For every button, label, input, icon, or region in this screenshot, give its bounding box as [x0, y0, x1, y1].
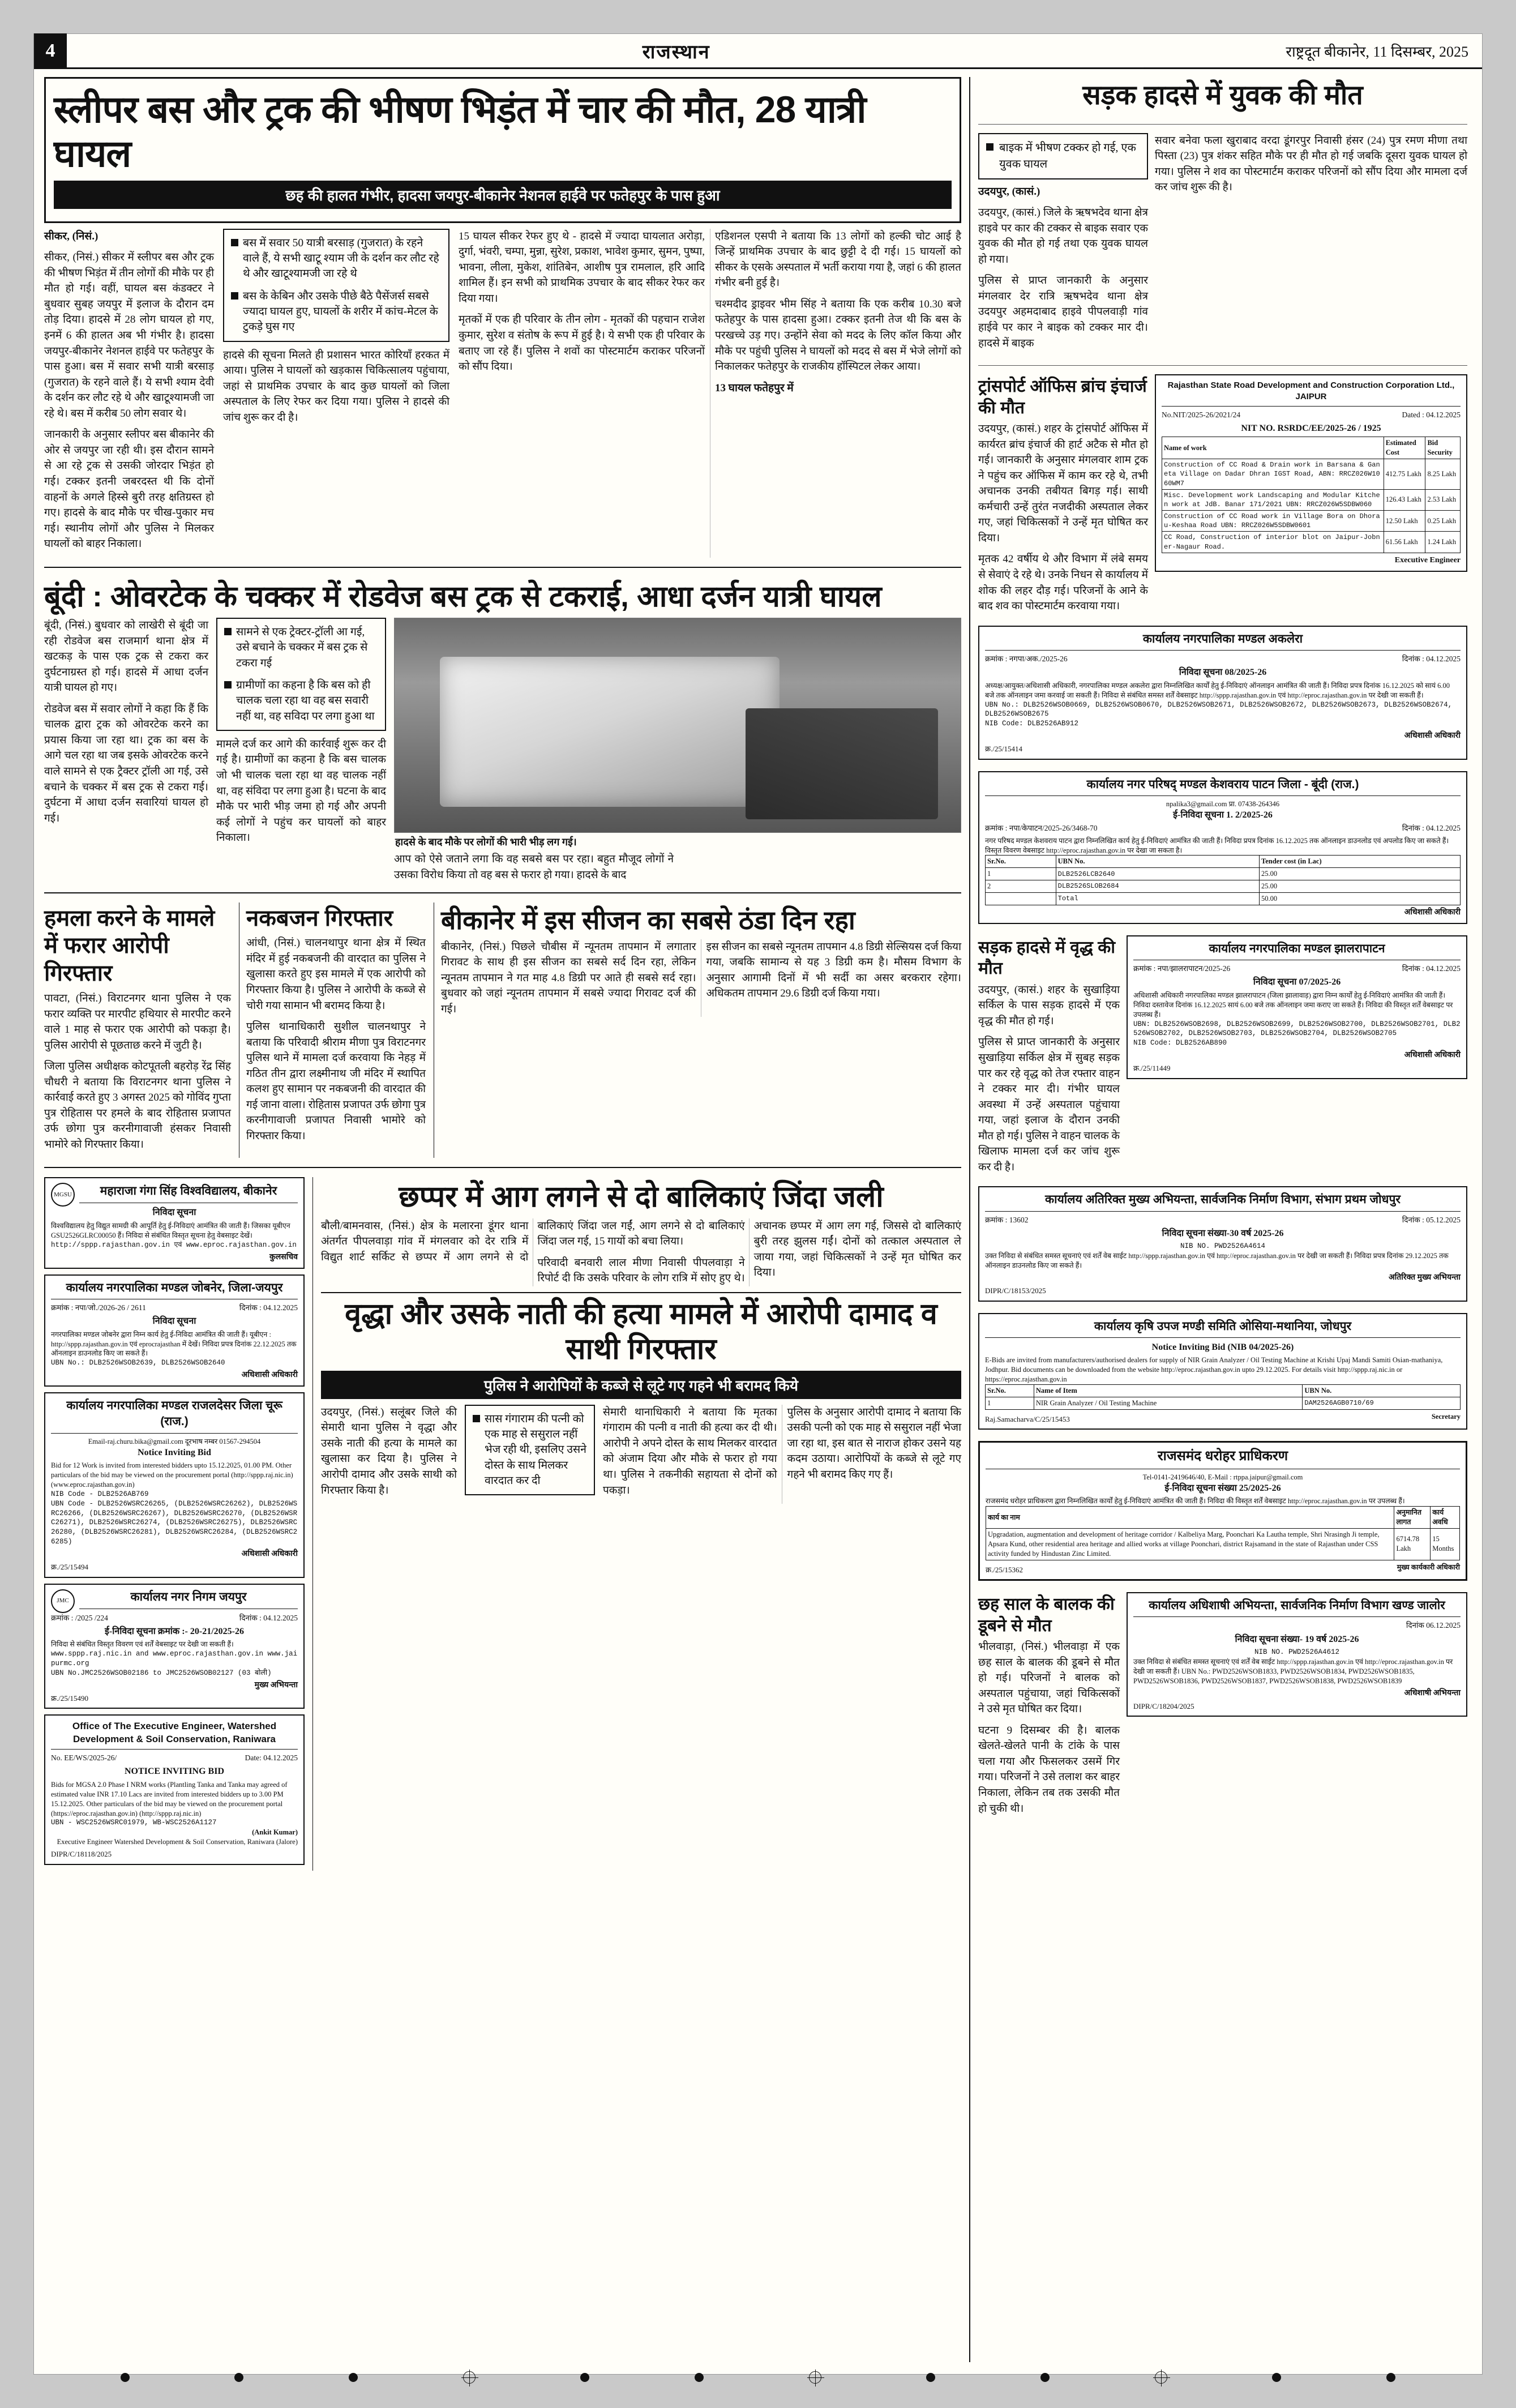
- bundi-para-4: आप को ऐसे जताने लगा कि वह सबसे बस पर रहा। बहुत मौजूद लोगों ने उसका विरोध किया तो वह बस से फरार हो गया। हादसे के बाद: [394, 853, 674, 882]
- ad-rajs-sign: मुख्य कार्यकारी अधिकारी: [1397, 1563, 1460, 1571]
- ad-rsrdc-th-1: Estimated Cost: [1384, 437, 1425, 459]
- ad-akhlera-ubn: UBN No.: DLB2526WSOB0669, DLB2526WSOB0670, DLB2526WSOB2671, DLB2526WSOB2672, DLB2526WSOB2673, DLB2526WSOB2674, DLB2526WSOB2675: [985, 700, 1453, 718]
- lead-bullet-2: बस के केबिन और उसके पीछे बैठे पैसेंजर्स सबसे ज्यादा घायल हुए, घायलों के शरीर में कांच-मेटल के टुकड़े घुस गए: [243, 290, 438, 333]
- right-lead-para-3: सवार बनेवा फला खुराबाद वरदा डूंगरपुर निवासी हंसर (24) पुत्र रमण मीणा तथा पिस्ता (23) पुत्र शंकर सहित मौके पर ही मौत हो गई जबकि दूसरा युवक घायल हो गया। पुलिस ने शव का पोस्टमार्टम कराकर परिजनों को सौंप दिया और मामला दर्ज कर जांच शुरू की है।: [1155, 134, 1467, 194]
- ad-pwdja-title: कार्यालय अधिशाषी अभियन्ता, सार्वजनिक निर्माण विभाग खण्ड जालोर: [1133, 1598, 1461, 1617]
- ad-rsrdc-meta-right: Dated : 04.12.2025: [1402, 410, 1461, 419]
- lead-byline: सीकर, (निसं.): [44, 230, 99, 242]
- ad-watershed-sign-name: (Ankit Kumar): [252, 1828, 298, 1837]
- vridha-bullet-1: सास गंगाराम की पत्नी को एक माह से ससुराल नहीं भेज रही थी, इसलिए उसने दोस्त के साथ मिलकर वारदात कर दी: [485, 1413, 586, 1487]
- ad-keshav-meta-left: क्रमांक : नपा/केपाटन/2025-26/3468-70: [985, 824, 1098, 833]
- vridha-para-2: सेमारी थानाधिकारी ने बताया कि मृतका गंगाराम की पत्नी व नाती की हत्या कर दी थी। आरोपी ने अपने दोस्त के साथ मिलकर वारदात को अंजाम दिया और मौके से फरार हो गया था। पुलिस ने तकनीकी सहायता से दोनों को पकड़ा।: [603, 1406, 777, 1496]
- ad-keshav-th-2: Tender cost (in Lac): [1260, 856, 1461, 868]
- chappar-para-1: बौली/बामनवास, (निसं.) क्षेत्र के मलारना डूंगर थाना अंतर्गत पीपलवाड़ा गांव में मंगलवार को देर रात्रि में विद्युत शार्ट सर्किट से छप्पर में आग लगने से दो बालिकाएं जिंदा जल गईं, आग लगने से दो बालिकाएं जिंदा जल गई, 15 गायों को बचा लिया।: [321, 1220, 745, 1263]
- ad-keshavraipatan: [978, 771, 1467, 924]
- right-lead-col-2: [1155, 133, 1467, 357]
- ad-akhlera-sign: अधिशासी अधिकारी: [1404, 732, 1461, 741]
- ad-rsrdc-table: [1162, 437, 1461, 553]
- ad-pwdja-nib: NIB NO. PWD2526A4612: [1254, 1648, 1340, 1657]
- ad-krishi-th-1: Name of Item: [1034, 1385, 1303, 1397]
- lead-para-6: एडिशनल एसपी ने बताया कि 13 लोगों को हल्की चोट आई है जिन्हें प्राथमिक उपचार के बाद छुट्टी दे दी गई। 15 घायलों को सीकर के एसके अस्पताल में भर्ती कराया गया है, जहां 6 की हालत गंभीर बनी हुई है।: [715, 230, 961, 289]
- ad-rajs-body: राजसमंद धरोहर प्राधिकरण द्वारा निम्नलिखित कार्यों हेतु ई-निविदाएं आमंत्रित की जाती हैं। निविदा की विस्तृत शर्तें वेबसाइट http://eproc.rajasthan.gov.in पर उपलब्ध हैं।: [986, 1497, 1405, 1505]
- ad-krishi-sub: Notice Inviting Bid (NIB 04/2025-26): [1151, 1342, 1294, 1352]
- ad-watershed: [44, 1714, 305, 1864]
- ad-rsrdc-th-0: Name of work: [1162, 437, 1384, 459]
- bullet-square-icon: [986, 143, 993, 151]
- ad-rsrdc-subtitle: NIT NO. RSRDC/EE/2025-26 / 1925: [1241, 423, 1381, 433]
- lead-para-4: 15 घायल सीकर रेफर हुए थे - हादसे में ज्यादा घायलात अरोड़ा, दुर्गा, भंवरी, चम्पा, मुन्ना, सुरेश, प्रकाश, भावेश कुमार, सुमन, पुष्पा, भावना, लीला, मुकेश, शांतिबेन, आशीष पुत्र रामलाल, हरि आदि शामिल हैं। इन सभी को प्राथमिक उपचार के बाद सीकर रेफर कर दिया गया।: [459, 230, 705, 305]
- right-lead-para-2: पुलिस से प्राप्त जानकारी के अनुसार मंगलवार देर रात्रि ऋषभदेव थाना क्षेत्र उदयपुर अहमदाबाद हाइवे पीपलवाड़ी गांव हाईवे पर कार ने बाइक को टक्कर मार दी। हादसे में बाइक: [978, 275, 1148, 349]
- registration-dot-icon: [234, 2373, 243, 2382]
- ad-akhlera-meta-right: दिनांक : 04.12.2025: [1402, 654, 1461, 663]
- ad-jobner-sub: निविदा सूचना: [152, 1316, 196, 1327]
- ad-jhal-body: अधिशासी अधिकारी नगरपालिका मण्डल झालरापाटन (जिला झालावाड़) द्वारा निम्न कार्यों हेतु ई-निविदाएं आमंत्रित की जाती हैं। निविदा दस्तावेज दिनांक 16.12.2025 सायं 6.00 बजे तक ऑनलाइन जमा कराए जा सकते हैं। निविदा की विस्तृत शर्तें वेबसाइट पर उपलब्ध हैं।: [1133, 991, 1453, 1019]
- table-row: [986, 1528, 1460, 1560]
- ad-watershed-sub: NOTICE INVITING BID: [124, 1767, 225, 1777]
- ad-akhlera-title: कार्यालय नगरपालिका मण्डल अकलेरा: [985, 631, 1461, 651]
- ad-keshav-title: कार्यालय नगर परिषद् मण्डल केशवराय पाटन जिला - बूंदी (राज.): [985, 777, 1461, 796]
- ad-krishi-r0c2: DAM2526AGB0710/69: [1303, 1397, 1461, 1409]
- ad-watershed-title: Office of The Executive Engineer, Watershed Development & Soil Conservation, Raniwara: [51, 1720, 298, 1750]
- bundi-col-1: [44, 618, 208, 883]
- ad-keshav-r2c1: Total: [1056, 893, 1259, 905]
- ad-pwdj-sign: अतिरिक्त मुख्य अभियन्ता: [1388, 1273, 1461, 1282]
- right-lead-byline: उदयपुर, (कासं.): [978, 185, 1040, 198]
- story-bikaner-cold: [434, 903, 961, 1158]
- ad-krishi-r0c0: 1: [986, 1397, 1034, 1409]
- ad-keshav-r1c2: 25.00: [1260, 880, 1461, 893]
- ad-akhlera-dipr: क्र./25/15414: [985, 745, 1022, 754]
- ad-rajaldesar-ubn: UBN Code - DLB2526WSRC26265, (DLB2526WSRC26262), DLB2526WSRC26266, (DLB2526WSRC26267), DLB2526WSRC26270, (DLB2526WSRC26271), DLB2526WSRC26274, (DLB2526WSRC26275), DLB2526WSRC26280, (DLB2526WSRC26281), DLB2526WSRC26284, (DLB2526WSRC26285): [51, 1499, 298, 1546]
- vridha-bullets-col: [465, 1405, 595, 1504]
- ad-mgsu-sub: निविदा सूचना: [152, 1208, 196, 1218]
- right-lead-bullet: बाइक में भीषण टक्कर हो गई, एक युवक घायल: [999, 141, 1136, 170]
- ad-rsrdc-sign: Executive Engineer: [1394, 555, 1461, 564]
- ad-jhal-sub: निविदा सूचना 07/2025-26: [1253, 977, 1341, 987]
- ad-rajs-th-2: कार्य अवधि: [1431, 1507, 1460, 1529]
- ad-watershed-dipr: DIPR/C/18118/2025: [51, 1850, 112, 1859]
- vridha-subhead: पुलिस ने आरोपियों के कब्जे से लूटे गए गहने भी बरामद किये: [321, 1371, 961, 1399]
- ad-nigam-sub: ई-निविदा सूचना क्रमांक :- 20-21/2025-26: [105, 1626, 244, 1636]
- ad-rsrdc-meta-left: No.NIT/2025-26/2021/24: [1162, 410, 1241, 419]
- ad-keshav-sign: अधिशासी अधिकारी: [1404, 908, 1461, 917]
- registration-dot-icon: [695, 2373, 704, 2382]
- ad-jhalrapatan: [1127, 935, 1467, 1079]
- vridha-col-3: [603, 1405, 961, 1504]
- lead-subhead: छह की हालत गंभीर, हादसा जयपुर-बीकानेर नेशनल हाईवे पर फतेहपुर के पास हुआ: [54, 181, 952, 209]
- bullet-square-icon: [231, 292, 238, 300]
- right-column: [969, 77, 1467, 2362]
- ad-rajaldesar-nib: NIB Code - DLB2526AB769: [51, 1490, 149, 1498]
- ad-pwdj-dipr: DIPR/C/18153/2025: [985, 1286, 1046, 1295]
- vriddh-headline: सड़क हादसे में वृद्ध की मौत: [978, 938, 1116, 978]
- ad-watershed-ubn: UBN - WSC2526WSRC01979, WB-WSC2526A1127: [51, 1819, 217, 1827]
- ad-rajs-sub: ई-निविदा सूचना संख्या 25/2025-26: [1164, 1483, 1281, 1493]
- ad-rajaldesar: [44, 1392, 305, 1577]
- bullet-square-icon: [473, 1415, 480, 1422]
- right-lead-para-1: उदयपुर, (कासं.) जिले के ऋषभदेव थाना क्षेत्र हाइवे पर कार की टक्कर से बाइक सवार एक युवक की मौत हो गई तथा एक युवक घायल हो गया।: [978, 207, 1148, 266]
- registration-cross-icon: [463, 2371, 476, 2384]
- ad-krishi-dipr: Raj.Samacharva/C/25/15453: [985, 1414, 1070, 1423]
- ad-keshav-th-0: Sr.No.: [986, 856, 1056, 868]
- table-row: [986, 868, 1461, 880]
- ad-krishi-th-0: Sr.No.: [986, 1385, 1034, 1397]
- registration-dot-icon: [1386, 2373, 1395, 2382]
- transport-para-1: उदयपुर, (कासं.) शहर के ट्रांसपोर्ट ऑफिस में कार्यरत ब्रांच इंचार्ज की हार्ट अटैक से मौत हो गई। जानकारी के अनुसार मंगलवार शाम ट्रक ने पहुंच कर ऑफिस में काम कर रहे थे, तभी अचानक उनकी तबीयत बिगड़ गई। साथी कर्मचारी उन्हें तुरंत नजदीकी अस्पताल लेकर गए, जहां चिकित्सकों ने उन्हें मृत घोषित कर दिया।: [978, 423, 1148, 544]
- ad-rsrdc-r3c2: 1.24 Lakh: [1425, 532, 1461, 553]
- ad-pwd-jalore: [1127, 1592, 1467, 1717]
- ad-krishi-r0c1: NIR Grain Analyzer / Oil Testing Machine: [1034, 1397, 1303, 1409]
- lead-para-7: चश्मदीद ड्राइवर भीम सिंह ने बताया कि एक करीब 10.30 बजे फतेहपुर के पास हादसा हुआ। टक्कर इतनी तेज थी कि बस के परखच्चे उड़ गए। उन्होंने सेवा को मदद के लिए कॉल किया और मौके पर पहुंची पुलिस ने घायलों को मदद से बस में भेजे लोगों को निकालकर फतेहपुर के राजकीय हॉस्पिटल लेकर आया।: [715, 298, 961, 373]
- ad-pwdja-dipr: DIPR/C/18204/2025: [1133, 1701, 1194, 1710]
- vriddh-para-2: पुलिस से प्राप्त जानकारी के अनुसार सुखाड़िया सर्किल क्षेत्र में सुबह सड़क पार कर रहे वृद्ध को तेज रफ्तार वाहन ने टक्कर मार दी। गंभीर घायल अवस्था में उन्हें अस्पताल पहुंचाया गया, जहां इलाज के दौरान उनकी मौत हो गई। पुलिस ने वाहन चालक के खिलाफ मामला दर्ज कर जांच शुरू कर दी है।: [978, 1036, 1120, 1173]
- bundi-para-3: मामले दर्ज कर आगे की कार्रवाई शुरू कर दी गई है। ग्रामीणों का कहना है कि बस चालक जो भी चालक चला रहा था वह चालक नहीं था, वह संविदा पर लगा हुआ है। घटना के बाद मौके पर भारी भीड़ जमा हो गई और अपनी कई लोगों ने पहुंच कर घायलों को बाहर निकाला।: [216, 738, 386, 844]
- ad-mgsu-title: महाराजा गंगा सिंह विश्वविद्यालय, बीकानेर: [79, 1183, 298, 1203]
- ad-rsrdc-th-2: Bid Security: [1425, 437, 1461, 459]
- chah-saal-para-2: घटना 9 दिसम्बर की है। बालक खेलते-खेलते पानी के टांके के पास चला गया और फिसलकर उसमें गिर गया। परिजनों ने उसे तलाश कर बाहर निकाला, लेकिन तब तक उसकी मौत हो चुकी थी।: [978, 1724, 1120, 1815]
- ad-rajs-dipr: क्र./25/15362: [986, 1565, 1023, 1574]
- ad-keshav-r0c1: DLB2526LCB2640: [1056, 868, 1259, 880]
- ad-watershed-body: Bids for MGSA 2.0 Phase I NRM works (Plantling Tanka and Tanka may agreed of estimated value INR 17.10 Lacs are invited from interested bidders up to 3.00 PM 15.12.2025. Other particulars of the bid may be viewed on the procurement portal (https://eproc.rajasthan.gov.in) (http://sppp.raj.nic.in): [51, 1780, 288, 1817]
- chah-saal-para-1: भीलवाड़ा, (निसं.) भीलवाड़ा में एक छह साल के बालक की डूबने से मौत हो गई। परिजनों ने बालक को अस्पताल पहुंचाया, जहां चिकित्सकों ने उसे मृत घोषित कर दिया।: [978, 1641, 1120, 1716]
- bundi-story: [44, 577, 961, 883]
- ad-rajs-table: [986, 1506, 1460, 1560]
- ad-akhlera-nib: NIB Code: DLB2526AB912: [985, 720, 1079, 728]
- ad-jobner-meta-right: दिनांक : 04.12.2025: [239, 1303, 298, 1312]
- cold-para-2: इस सीजन का सबसे न्यूनतम तापमान 4.8 डिग्री सेल्सियस दर्ज किया गया, जबकि सामान्य से यह 3 डिग्री कम है। मौसम विभाग के अनुसार आगामी दिनों में भी सर्दी का असर बरकरार रहेगा। अधिकतम तापमान 29.6 डिग्री दर्ज किया गया।: [706, 940, 961, 1000]
- chappar-headline: छप्पर में आग लगने से दो बालिकाएं जिंदा जली: [399, 1181, 884, 1214]
- bullet-square-icon: [224, 681, 232, 688]
- ad-krishi-mandi: [978, 1313, 1467, 1430]
- ad-jobner-body: नगरपालिका मण्डल जोबनेर द्वारा निम्न कार्य हेतु ई-निविदा आमंत्रित की जाती हैं। यूबीएन : http://sppp.rajasthan.gov.in एवं eprocrajasthan में देखें। निविदा प्रपत्र दिनांक 22.12.2025 तक ऑनलाइन डाउनलोड किए जा सकते हैं।: [51, 1330, 297, 1358]
- ad-mgsu-body: विश्वविद्यालय हेतु विद्युत सामग्री की आपूर्ति हेतु ई-निविदाएं आमंत्रित की जाती हैं। जिसका यूबीएन GSU2526GLRC00050 हैं। निविदा से संबंधित विस्तृत सूचना हेतु वेबसाइट देखें।: [51, 1222, 290, 1239]
- registration-dot-icon: [349, 2373, 358, 2382]
- chah-saal-headline: छह साल के बालक की डूबने से मौत: [978, 1595, 1115, 1635]
- edition-line: राष्ट्रदूत बीकानेर, 11 दिसम्बर, 2025: [1286, 43, 1468, 60]
- ad-rsrdc-r3c0: CC Road, Construction of interior blot on Jaipur-Jobner-Nagaur Road.: [1162, 532, 1384, 553]
- ad-pwdja-sub: निविदा सूचना संख्या- 19 वर्ष 2025-26: [1235, 1634, 1359, 1644]
- nakabjan-para-1: आंधी, (निसं.) चालनथापुर थाना क्षेत्र में स्थित मंदिर में हुई नकबजनी की वारदात का पुलिस ने खुलासा करते हुए इस मामले में एक आरोपी को गिरफ्तार किया है। पुलिस ने आरोपी के कब्जे से चोरी गया सामान भी बरामद किया है।: [246, 937, 426, 1012]
- right-lead-body: [978, 133, 1467, 357]
- ad-akhlera: [978, 626, 1467, 760]
- ad-watershed-meta-left: No. EE/WS/2025-26/: [51, 1753, 117, 1763]
- lead-bullet-1: बस में सवार 50 यात्री बरसाड़ (गुजरात) के रहने वाले हैं, ये सभी खाटू श्याम जी के दर्शन कर लौट रहे थे और खाटूश्यामजी जा रहे थे: [243, 237, 439, 280]
- ad-rajs-th-0: कार्य का नाम: [986, 1507, 1394, 1529]
- ad-akhlera-body: अध्यक्ष/आयुक्त/अधिशासी अधिकारी, नगरपालिका मण्डल अकलेरा द्वारा निम्नलिखित कार्यों हेतु ई-निविदाएं ऑनलाइन आमंत्रित की जाती हैं। निविदा प्रपत्र दिनांक 16.12.2025 को सायं 6.00 बजे तक ऑनलाइन जमा करवाई जा सकती हैं। निविदा से संबंधित समस्त शर्तें वेबसाइट http://sppp.rajasthan.gov.in एवं http://eproc.rajasthan.gov.in पर देखी जा सकती हैं।: [985, 681, 1450, 699]
- ad-pwdj-meta-right: दिनांक : 05.12.2025: [1402, 1215, 1461, 1224]
- lead-bullets-col: [223, 229, 449, 558]
- ad-rsrdc-r2c1: 12.50 Lakh: [1384, 511, 1425, 532]
- ad-akhlera-sub: निविदा सूचना 08/2025-26: [1179, 668, 1267, 678]
- bundi-para-1: बूंदी, (निसं.) बुधवार को लाखेरी से बूंदी जा रही रोडवेज बस राजमार्ग थाना क्षेत्र में खटकड़ के पास एक ट्रक से टकरा कर दुर्घटनाग्रस्त हो गई। हादसे में आधा दर्जन यात्री घायल हो गए।: [44, 619, 208, 694]
- lead-para-1: सीकर, (निसं.) सीकर में स्लीपर बस और ट्रक की भीषण भिड़ंत में तीन लोगों की मौके पर ही मौत हो गई। वहीं, घायल बस कंडक्टर ने बुधवार सुबह जयपुर में इलाज के दौरान दम तोड़ दिया। हादसे में 28 लोग घायल हो गए, इनमें 6 की हालत अब भी गंभीर है। हादसा जयपुर-बीकानेर नेशनल हाईवे पर फतेहपुर के पास हुआ। बस में सवार सभी यात्री बरसाड़ (गुजरात) के रहने वाले हैं। ये सभी श्याम देवी के दर्शन कर लौट रहे थे और खाटूश्यामजी जा रहे थे। बस में करीब 50 लोग सवार थे।: [44, 251, 214, 420]
- hamla-para-1: पावटा, (निसं.) विराटनगर थाना पुलिस ने एक फरार व्यक्ति पर मारपीट हथियार से मारपीट करने वाले 1 माह से फरार एक आरोपी को पकड़ा है। पुलिस आरोपी से पूछताछ करने में जुटी है।: [44, 992, 231, 1051]
- right-lead-bullet-box: [978, 133, 1148, 179]
- nakabjan-headline: नकबजन गिरफ्तार: [246, 905, 393, 931]
- ad-keshav-table: [985, 855, 1461, 905]
- ads-and-chappar-row: [44, 1177, 961, 1870]
- vridha-col-1: [321, 1405, 457, 1504]
- ad-rajaldesar-dipr: क्र./25/15494: [51, 1563, 88, 1571]
- lead-headline: स्लीपर बस और ट्रक की भीषण भिड़ंत में चार की मौत, 28 यात्री घायल: [54, 88, 866, 174]
- ad-pwd-jodhpur: [978, 1186, 1467, 1301]
- story-vriddh: [978, 935, 1120, 1181]
- table-row: [1162, 532, 1461, 553]
- ad-krishi-title: कार्यालय कृषि उपज मण्डी समिति ओसिया-मथानिया, जोधपुर: [985, 1319, 1461, 1338]
- vriddh-para-1: उदयपुर, (कासं.) शहर के सुखाड़िया सर्किल के पास सड़क हादसे में एक वृद्ध की मौत हो गई।: [978, 983, 1120, 1027]
- ad-krishi-th-2: UBN No.: [1303, 1385, 1461, 1397]
- ad-jobner: [44, 1274, 305, 1387]
- ad-keshav-r2c0: [986, 893, 1056, 905]
- cold-para-1: बीकानेर, (निसं.) पिछले चौबीस में न्यूनतम तापमान में लगातार गिरावट के साथ ही इस सीजन का सबसे सर्द दिन रहा, लेकिन न्यूनतम तापमान ने गत माह 4.8 डिग्री पर आते ही सबसे सर्द रहा। बुधवार को जहां न्यूनतम तापमान में सबसे ज्यादा गिरावट दर्ज की गई।: [441, 940, 696, 1015]
- ad-jobner-sign: अधिशासी अधिकारी: [241, 1371, 298, 1380]
- bundi-photo-col: [394, 618, 961, 883]
- bullet-square-icon: [231, 239, 238, 246]
- ad-jhal-nib: NIB Code: DLB2526AB890: [1133, 1039, 1227, 1047]
- ad-rsrdc-r0c0: Construction of CC Road & Drain work in Barsana & Ganeta Village on Dadar Dhran IGST Road, ABN: RRCZ026W1060WM7: [1162, 459, 1384, 490]
- ad-keshav-r2c2: 50.00: [1260, 893, 1461, 905]
- hamla-headline: हमला करने के मामले में फरार आरोपी गिरफ्तार: [44, 905, 215, 986]
- university-seal-icon: MGSU: [51, 1183, 75, 1207]
- bundi-para-2: रोडवेज बस में सवार लोगों ने कहा कि हैं कि चालक द्वारा ट्रक को ओवरटेक करने का प्रयास किया जा रहा था। ट्रक का बस के आगे चल रहा था जब इसके ओवरटेक करने वाले सामने से एक ट्रैक्टर ट्रॉली आ गई, उसे बचाने के चक्कर में बस ट्रक से टकरा गई। दुर्घटना में आधा दर्जन सवारियां घायल हो गई।: [44, 703, 208, 824]
- ad-akhlera-meta-left: क्रमांक : नगपा/अक./2025-26: [985, 654, 1068, 663]
- right-transport-story: [978, 374, 1467, 620]
- page-number: 4: [34, 33, 67, 69]
- print-registration-marks: [34, 2368, 1482, 2387]
- ad-nigam-dipr: क्र./25/15490: [51, 1693, 88, 1703]
- ad-rsrdc: [1155, 374, 1467, 572]
- ad-rajsamand: [978, 1441, 1467, 1581]
- ad-rsrdc-r1c2: 2.53 Lakh: [1425, 489, 1461, 510]
- bundi-bullet-2: ग्रामीणों का कहना है कि बस को ही चालक चला रहा था वह बस सवारी नहीं था, वह सविदा पर लगा हुआ था: [236, 679, 375, 722]
- registration-dot-icon: [580, 2373, 589, 2382]
- ad-jobner-title: कार्यालय नगरपालिका मण्डल जोबनेर, जिला-जयपुर: [51, 1280, 298, 1299]
- table-row: [1162, 511, 1461, 532]
- registration-cross-icon: [1155, 2371, 1167, 2384]
- ad-nigam-meta-right: दिनांक : 04.12.2025: [239, 1613, 298, 1622]
- right-lead-headline: सड़क हादसे में युवक की मौत: [1082, 80, 1363, 110]
- ad-pwdj-sub: निविदा सूचना संख्या-30 वर्ष 2025-26: [1162, 1228, 1284, 1238]
- story-nakabjan: [239, 903, 426, 1158]
- bus-accident-photo: [394, 618, 961, 833]
- ad-rsrdc-r1c1: 126.43 Lakh: [1384, 489, 1425, 510]
- bundi-bullets-col: [216, 618, 386, 883]
- ad-rajs-th-1: अनुमानित लागत: [1394, 1507, 1431, 1529]
- ad-rajaldesar-body: Bid for 12 Work is invited from interested bidders upto 15.12.2025, 01.00 PM. Other particulars of the bid may be viewed on the procurement portal (http://sppp.raj.nic.in) (www.eproc.rajasthan.gov.in): [51, 1461, 293, 1489]
- ad-keshav-r1c1: DLB2526SLOB2684: [1056, 880, 1259, 893]
- lead-col-3: [459, 229, 961, 558]
- ad-keshav-sub: ई-निविदा सूचना 1. 2/2025-26: [1173, 810, 1273, 820]
- table-row: [1162, 489, 1461, 510]
- vridha-headline: वृद्धा और उसके नाती की हत्या मामले में आरोपी दामाद व साथी गिरफ्तार: [345, 1298, 937, 1366]
- table-row: [986, 880, 1461, 893]
- vridha-para-3: पुलिस के अनुसार आरोपी दामाद ने बताया कि उसकी पत्नी को एक माह से ससुराल नहीं भेजा जा रहा था, इस बात से नाराज होकर उसने यह कदम उठाया। आरोपियों के कब्जे से लूटे गए गहने भी बरामद किए गए हैं।: [787, 1406, 961, 1481]
- lead-para-5: मृतकों में एक ही परिवार के तीन लोग - मृतकों की पहचान राजेश कुमार, सुरेश व संतोष के रूप में हुई है। ये सभी एक ही परिवार के बताए जा रहे हैं। पुलिस ने शवों का पोस्टमार्टम कराकर परिजनों को सौंप दिया।: [459, 314, 705, 373]
- ad-keshav-meta-right: दिनांक : 04.12.2025: [1402, 824, 1461, 833]
- masthead: [34, 34, 1482, 69]
- ad-nigam-ubn: UBN No.JMC2526WSOB02186 to JMC2526WSOB02127 (03 बोली): [51, 1669, 272, 1677]
- ad-rsrdc-r1c0: Misc. Development work Landscaping and Modular Kitchen work at JdB. Banar 171/2021 UBN: RRCZ026W5SDBW060: [1162, 489, 1384, 510]
- ad-keshav-th-1: UBN No.: [1056, 856, 1259, 868]
- cold-headline: बीकानेर में इस सीजन का सबसे ठंडा दिन रहा: [441, 905, 855, 935]
- ad-rajaldesar-sub: Notice Inviting Bid: [138, 1447, 211, 1457]
- ad-jhal-meta-left: क्रमांक : नपा/झालरापाटन/2025-26: [1133, 964, 1231, 973]
- lead-caption: 13 घायल फतेहपुर में: [715, 382, 794, 394]
- left-ad-stack: [44, 1177, 305, 1870]
- vriddh-and-ad-row: [978, 935, 1467, 1181]
- bundi-headline: बूंदी : ओवरटेक के चक्कर में रोडवेज बस ट्रक से टकराई, आधा दर्जन यात्री घायल: [44, 580, 882, 613]
- ad-rsrdc-r0c2: 8.25 Lakh: [1425, 459, 1461, 490]
- newspaper-page: [34, 34, 1482, 2374]
- ad-rsrdc-r0c1: 412.75 Lakh: [1384, 459, 1425, 490]
- ad-keshav-r0c0: 1: [986, 868, 1056, 880]
- ad-pwdja-body: उक्त निविदा से संबंधित समस्त सूचनाएं एवं शर्तें वेब साईट http://sppp.rajasthan.gov.in एवं http://eproc.rajasthan.gov.in पर देखी जा सकती हैं। UBN No.: PWD2526WSOB1833, PWD2526WSOB1834, PWD2526WSOB1835, PWD2526WSOB1836, PWD2526WSOB1837, PWD2526WSOB1838, PWD2526WSOB1839: [1133, 1658, 1453, 1685]
- transport-headline: ट्रांसपोर्ट ऑफिस ब्रांच इंचार्ज की मौत: [978, 377, 1147, 417]
- ad-rajaldesar-sign: अधिशासी अधिकारी: [241, 1550, 298, 1559]
- registration-cross-icon: [809, 2371, 821, 2384]
- three-story-row: [44, 903, 961, 1158]
- ad-mgsu: [44, 1177, 305, 1268]
- ad-rsrdc-r3c1: 61.56 Lakh: [1384, 532, 1425, 553]
- ad-nigam-sign: मुख्य अभियन्ता: [254, 1680, 298, 1690]
- ad-jobner-meta-left: क्रमांक : नपा/जो./2026-26 / 2611: [51, 1303, 146, 1312]
- vridha-bullets: [465, 1405, 595, 1495]
- ad-nigam-meta-left: क्रमांक : /2025 /224: [51, 1613, 108, 1622]
- ad-jhal-ubn: UBN: DLB2526WSOB2698, DLB2526WSOB2699, DLB2526WSOB2700, DLB2526WSOB2701, DLB2526WSOB2702, DLB2526WSOB2703, DLB2526WSOB2704, DLB2526WSOB2705: [1133, 1020, 1461, 1038]
- ad-nigam-jaipur: [44, 1584, 305, 1709]
- ad-jhal-sign: अधिशासी अधिकारी: [1404, 1051, 1461, 1060]
- ad-keshav-contact: npalika3@gmail.com प्रा. 07438-264346: [1166, 799, 1280, 808]
- lead-bullets: [223, 229, 449, 342]
- chappar-and-vridha: [312, 1177, 961, 1870]
- ad-rajs-r0c1: 6714.78 Lakh: [1394, 1528, 1431, 1560]
- ad-pwdj-body: उक्त निविदा से संबंधित समस्त सूचनाएं एवं शर्तें वेब साईट http://sppp.rajasthan.gov.in एवं http://eproc.rajasthan.gov.in पर देखी जा सकती हैं। निविदा प्रपत्र दिनांक 29.12.2025 तक ऑनलाइन डाउनलोड किए जा सकते हैं।: [985, 1252, 1449, 1270]
- hamla-para-2: जिला पुलिस अधीक्षक कोटपूतली बहरोड़ रेंद्र सिंह चौधरी ने बताया कि विराटनगर थाना पुलिस ने कार्रवाई करते हुए 3 अगस्त 2025 को गोविंद गुप्ता पुत्र रोहितास पर हमले के बाद रोहितास प्रजापत उर्फ छोगा पुत्र करनीगावाजी हंसकर निवासी भामोरे को गिरफ्तार किया।: [44, 1060, 231, 1150]
- ad-rsrdc-r2c2: 0.25 Lakh: [1425, 511, 1461, 532]
- bullet-square-icon: [224, 628, 232, 635]
- ad-rsrdc-title: Rajasthan State Road Development and Construction Corporation Ltd., JAIPUR: [1162, 380, 1461, 407]
- table-row: [986, 1397, 1461, 1409]
- ad-watershed-sign-title: Executive Engineer Watershed Development & Soil Conservation, Raniwara (Jalore): [57, 1838, 298, 1846]
- bundi-photo-caption: हादसे के बाद मौके पर लोगों की भारी भीड़ लग गई।: [395, 836, 577, 848]
- ad-pwdja-meta-right: दिनांक 06.12.2025: [1406, 1621, 1461, 1630]
- municipal-emblem-icon: JMC: [51, 1589, 75, 1613]
- lead-para-3: हादसे की सूचना मिलते ही प्रशासन भारत कोरियाँ हरकत में आया। पुलिस ने घायलों को खड़कास चिकित्सालय पहुंचाया, जहां से प्राथमिक उपचार के बाद कुछ घायलों को जिला अस्पताल के लिए रेफर कर दिया गया। पुलिस ने हादसे की जांच शुरू कर दी है।: [223, 349, 449, 424]
- lead-story: [44, 77, 961, 558]
- ad-rajs-contact: Tel-0141-2419646/40, E-Mail : rtppa.jaipur@gmail.com: [1142, 1473, 1303, 1481]
- registration-dot-icon: [1040, 2373, 1050, 2382]
- registration-dot-icon: [926, 2373, 935, 2382]
- chappar-para-2: परिवादी बनवारी लाल मीणा निवासी पीपलवाड़ा ने रिपोर्ट दी कि उसके परिवार के लोग रात्रि में सोए हुए थे। अचानक छप्पर में आग लग गई, जिससे दो बालिकाएं बुरी तरह झुलस गईं। दोनों को तत्काल अस्पताल ले जाया गया, जहां चिकित्सकों ने उन्हें मृत घोषित कर दिया।: [537, 1220, 961, 1285]
- lead-para-2: जानकारी के अनुसार स्लीपर बस बीकानेर की ओर से जयपुर जा रही थी। इस दौरान सामने से आ रहे ट्रक से उसकी जोरदार भिड़ंत हो गई। टक्कर इतनी जबरदस्त थी कि दोनों वाहनों के अगले हिस्से बुरी तरह क्षतिग्रस्त हो गए। हादसे के बाद मौके पर चीख-पुकार मच गई। स्थानीय लोगों और पुलिस ने मिलकर घायलों को बाहर निकाला।: [44, 429, 214, 550]
- chah-saal-row: [978, 1592, 1467, 1822]
- ad-rajs-r0c2: 15 Months: [1431, 1528, 1460, 1560]
- registration-dot-icon: [121, 2373, 130, 2382]
- ad-pwdj-meta-left: क्रमांक : 13602: [985, 1215, 1029, 1224]
- ad-jhal-title: कार्यालय नगरपालिका मण्डल झालरापाटन: [1133, 941, 1461, 960]
- story-hamla: [44, 903, 231, 1158]
- ad-nigam-web: www.sppp.raj.nic.in and www.eproc.rajasthan.gov.in www.jaipurmc.org: [51, 1650, 298, 1668]
- ad-krishi-table: [985, 1384, 1461, 1410]
- table-row: [986, 893, 1461, 905]
- ad-rajs-title: राजसमंद धरोहर प्राधिकरण: [986, 1447, 1460, 1469]
- ad-rsrdc-r2c0: Construction of CC Road work in Village Bora on Dhorau-Keshaa Road UBN: RRCZ026W5SDBW0601: [1162, 511, 1384, 532]
- ad-mgsu-web: http://sppp.rajasthan.gov.in एवं www.eproc.rajasthan.gov.in: [51, 1241, 297, 1249]
- nakabjan-para-2: पुलिस थानाधिकारी सुशील चालनथापुर ने बताया कि परिवादी श्रीराम मीणा पुत्र विराटनगर पुलिस थाने में मामला दर्ज करवाया कि नेहड़ में गठित तीन द्वारा लक्ष्मीनाथ जी मंदिर में स्थापित कलश हुए सामान पर नकबजनी की वारदात की गई जाना वाला। रोहितास प्रजापत उर्फ छोगा पुत्र करनीगावाजी प्रजापत निवासी भामोरे को गिरफ्तार किया।: [246, 1021, 426, 1142]
- lead-col-1: [44, 229, 214, 558]
- ad-rajaldesar-contact: Email-raj.churu.bika@gmail.com दूरभाष नम्बर 01567-294504: [88, 1437, 261, 1445]
- bundi-bullets: [216, 618, 386, 731]
- ad-krishi-body: E-Bids are invited from manufacturers/authorised dealers for supply of NIR Grain Analyzer / Oil Testing Machine at Krishi Upaj Mandi Samiti Osian-mathaniya, Jodhpur. Bid documents can be downloaded from the website http://eproc.rajasthan.gov.in upto 29.12.2025. For details visit http://sppp.raj.nic.in or https://eproc.rajasthan.gov.in: [985, 1356, 1443, 1384]
- right-lead-bullet-col: [978, 133, 1148, 357]
- ad-pwdja-sign: अधिशाषी अभियन्ता: [1404, 1688, 1461, 1697]
- ad-mgsu-sign: कुलसचिव: [269, 1252, 298, 1261]
- ad-keshav-r1c0: 2: [986, 880, 1056, 893]
- section-title: राजस्थान: [642, 41, 710, 63]
- ad-jhal-meta-right: दिनांक : 04.12.2025: [1402, 964, 1461, 973]
- ad-keshav-r0c2: 25.00: [1260, 868, 1461, 880]
- ad-rajaldesar-title: कार्यालय नगरपालिका मण्डल राजलदेसर जिला चूरू (राज.): [51, 1398, 298, 1434]
- ad-nigam-body: निविदा से संबंधित विस्तृत विवरण एवं शर्तें वेबसाइट पर देखी जा सकती हैं।: [51, 1640, 234, 1649]
- transport-para-2: मृतक 42 वर्षीय थे और विभाग में लंबे समय से सेवाएं दे रहे थे। उनके निधन से कार्यालय में शोक की लहर दौड़ गई। परिजनों के आने के बाद शव का पोस्टमार्टम करवाया गया।: [978, 553, 1148, 613]
- left-column: [44, 77, 961, 2362]
- table-row: [1162, 459, 1461, 490]
- ad-keshav-body: नगर परिषद मण्डल केशवराय पाटन द्वारा निम्नलिखित कार्य हेतु ई-निविदाएं आमंत्रित की जाती हैं। निविदा प्रपत्र दिनांक 16.12.2025 तक ऑनलाइन डाउनलोड एवं अपलोड किए जा सकते हैं। विस्तृत विवरण वेबसाइट http://eproc.rajasthan.gov.in पर देखा जा सकता है।: [985, 836, 1449, 854]
- ad-pwdj-title: कार्यालय अतिरिक्त मुख्य अभियन्ता, सार्वजनिक निर्माण विभाग, संभाग प्रथम जोधपुर: [985, 1192, 1461, 1211]
- ad-watershed-meta-right: Date: 04.12.2025: [245, 1753, 298, 1763]
- page-body: [34, 69, 1482, 2368]
- vridha-para-1: उदयपुर, (निसं.) सलूंबर जिले की सेमारी थाना पुलिस ने वृद्धा और उसके नाती की हत्या के मामले का खुलासा कर दिया है। पुलिस ने आरोपी दामाद और उसके साथी को गिरफ्तार किया है।: [321, 1406, 457, 1496]
- registration-dot-icon: [1272, 2373, 1281, 2382]
- ad-rajs-r0c0: Upgradation, augmentation and development of heritage corridor / Kalbeliya Marg, Poonchari Ka Lautha temple, Shri Nrasingh Ji temple, Apsara Kund, other residential area heritage and allied works at village Poonchari, district Rajsamand in the state of Rajasthan under CSS activity funded by Hindustan Zinc Limited.: [986, 1528, 1394, 1560]
- ad-pwdj-nib: NIB NO. PWD2526A4614: [1180, 1242, 1266, 1251]
- ad-krishi-sign: Secretary: [1431, 1412, 1461, 1421]
- ad-jobner-ubn: UBN No.: DLB2526WSOB2639, DLB2526WSOB2640: [51, 1359, 225, 1367]
- bundi-bullet-1: सामने से एक ट्रेक्टर-ट्रॉली आ गई, उसे बचाने के चक्कर में बस ट्रक से टकरा गई: [236, 626, 368, 669]
- ad-jhal-dipr: क्र./25/11449: [1133, 1064, 1171, 1073]
- ad-nigam-title: कार्यालय नगर निगम जयपुर: [79, 1589, 298, 1609]
